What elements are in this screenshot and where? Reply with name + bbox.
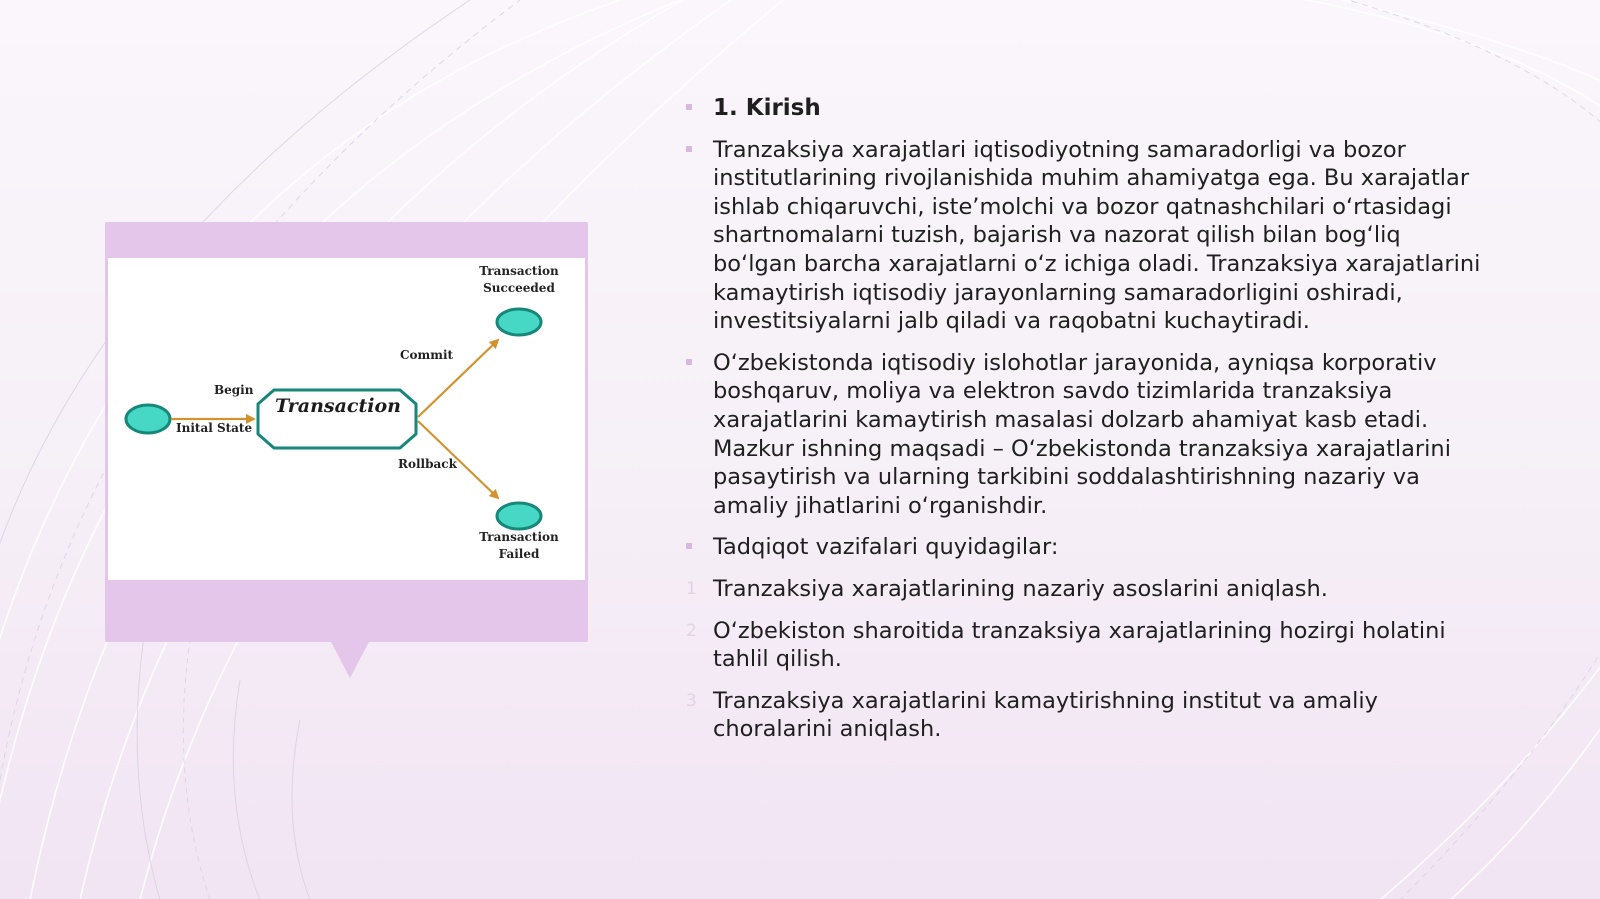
numbered-item: [686, 617, 1486, 674]
bullet-item: [686, 533, 1486, 562]
numbered-text: Tranzaksiya xarajatlarini kamaytirishning institut va amaliy choralarini aniqlash.: [713, 687, 1378, 743]
number-marker: 3: [686, 690, 697, 711]
bullet-text: Tadqiqot vazifalari quyidagilar:: [713, 534, 1059, 561]
bullet-marker: [686, 104, 692, 110]
numbered-item: [686, 575, 1486, 604]
failed-node: [497, 503, 541, 529]
succeeded-label-line2: Succeeded: [483, 281, 555, 295]
failed-label: [469, 529, 569, 563]
heading-item: [686, 94, 1486, 123]
rollback-label: Rollback: [398, 457, 457, 471]
bullet-text: O‘zbekistonda iqtisodiy islohotlar jarayonida, ayniqsa korporativ boshqaruv, moliya va elektron savdo tizimlarida tranzaksiya xarajatlarini kamaytirish masalasi dolzarb ahamiyat kasb etadi. Mazkur ishning maqsadi – O‘zbekistonda tranzaksiya xarajatlarini pasaytirish va ularning tarkibini soddalashtirishning nazariy va amaliy jihatlarini o‘rganishdir.: [713, 349, 1451, 519]
numbered-text: Tranzaksiya xarajatlarining nazariy asoslarini aniqlash.: [713, 575, 1328, 602]
bullet-marker: [686, 543, 692, 549]
bullet-item: [686, 349, 1486, 521]
bullet-marker: [686, 146, 692, 152]
transaction-diagram: [108, 258, 585, 580]
initial-state-node: [126, 405, 170, 433]
numbered-item: [686, 687, 1486, 744]
succeeded-node: [497, 309, 541, 335]
bullet-text: Tranzaksiya xarajatlari iqtisodiyotning samaradorligi va bozor institutlarining rivojlanishida muhim ahamiyatga ega. Bu xarajatlar ishlab chiqaruvchi, iste’molchi va bozor qatnashchilari o‘rtasidagi shartnomalarni tuzish, bajarish va nazorat qilish bilan bog‘liq bo‘lgan barcha xarajatlarni o‘z ichiga oladi. Tranzaksiya xarajatlarini kamaytirish iqtisodiy jarayonlarning samaradorligini oshiradi, investitsiyalarni jalb qiladi va raqobatni kuchaytiradi.: [713, 136, 1481, 335]
numbered-text: O‘zbekiston sharoitida tranzaksiya xarajatlarining hozirgi holatini tahlil qilish.: [713, 617, 1446, 673]
transaction-node-label: Transaction: [275, 395, 401, 417]
initial-state-label: Inital State: [176, 421, 253, 435]
bullet-marker: [686, 359, 692, 365]
bullet-item: [686, 136, 1486, 336]
succeeded-label: [469, 263, 569, 297]
number-marker: 1: [686, 578, 697, 599]
section-heading: 1. Kirish: [713, 95, 821, 121]
failed-label-line1: Transaction: [479, 530, 559, 544]
slide-text: [686, 94, 1486, 757]
number-marker: 2: [686, 620, 697, 641]
image-frame-pointer: [330, 640, 370, 678]
failed-label-line2: Failed: [498, 547, 540, 561]
begin-label: Begin: [214, 383, 254, 397]
commit-label: Commit: [400, 348, 454, 362]
succeeded-label-line1: Transaction: [479, 264, 559, 278]
